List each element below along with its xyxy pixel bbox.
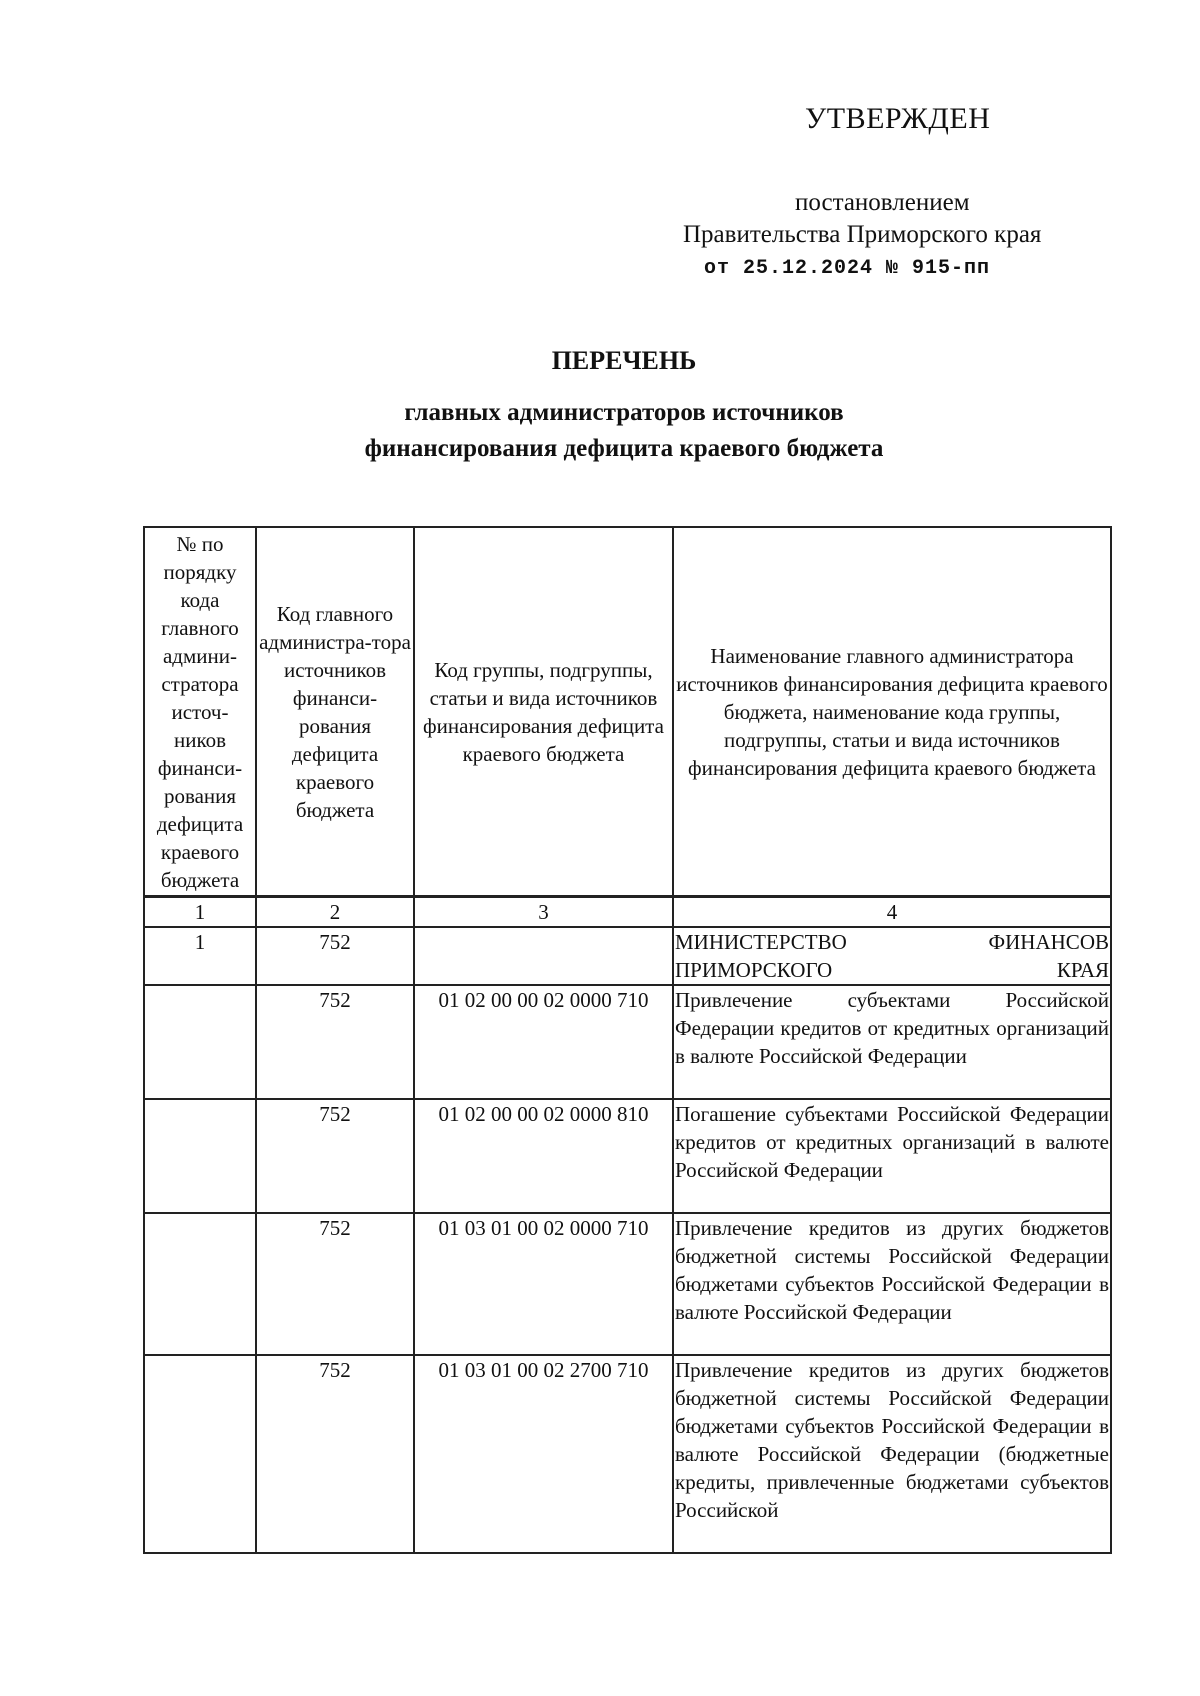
subtitle-line-1: главных администраторов источников (404, 399, 844, 426)
decree-line-1: постановлением (795, 189, 970, 216)
column-number: 3 (414, 897, 673, 928)
column-number-row (144, 897, 1111, 928)
source-code: 01 03 01 00 02 2700 710 (414, 1355, 673, 1553)
source-name: Привлечение кредитов из других бюджетов бюджетной системы Российской Федерации бюджетами субъектов Российской Федерации в валюте Российской Федерации (673, 1213, 1111, 1355)
source-name: Привлечение субъектами Российской Федерации кредитов от кредитных организаций в валюте Российской Федерации (673, 985, 1111, 1099)
row-number (144, 1099, 256, 1213)
table-row (144, 927, 1111, 985)
admin-code: 752 (256, 1099, 414, 1213)
source-code: 01 02 00 00 02 0000 810 (414, 1099, 673, 1213)
header-col-2: Код главного администра-тора источников финанси-рования дефицита краевого бюджета (256, 527, 414, 897)
row-number (144, 1355, 256, 1553)
table-row (144, 1355, 1111, 1553)
admin-code: 752 (256, 927, 414, 985)
source-code: 01 03 01 00 02 0000 710 (414, 1213, 673, 1355)
header-col-4: Наименование главного администратора источников финансирования дефицита краевого бюджета, наименование кода группы, подгруппы, статьи и вида источников финансирования дефицита краевого бюджета (673, 527, 1111, 897)
row-number: 1 (144, 927, 256, 985)
admin-code: 752 (256, 1213, 414, 1355)
source-code: 01 02 00 00 02 0000 710 (414, 985, 673, 1099)
approval-stamp-text: УТВЕРЖДЕН (805, 102, 991, 135)
row-number (144, 1213, 256, 1355)
column-number: 4 (673, 897, 1111, 928)
decree-line-2: Правительства Приморского края (683, 221, 1042, 248)
header-col-3: Код группы, подгруппы, статьи и вида источников финансирования дефицита краевого бюджета (414, 527, 673, 897)
table-row (144, 1099, 1111, 1213)
sources-table (143, 526, 1112, 1554)
table-row (144, 1213, 1111, 1355)
decree-date-number: от 25.12.2024 № 915-пп (704, 257, 991, 280)
admin-code: 752 (256, 1355, 414, 1553)
source-name: МИНИСТЕРСТВО ФИНАНСОВ ПРИМОРСКОГО КРАЯ (673, 927, 1111, 985)
admin-code: 752 (256, 985, 414, 1099)
document-subtitle (0, 395, 1200, 467)
source-name: Погашение субъектами Российской Федерации кредитов от кредитных организаций в валюте Российской Федерации (673, 1099, 1111, 1213)
source-name: Привлечение кредитов из других бюджетов бюджетной системы Российской Федерации бюджетами субъектов Российской Федерации в валюте Российской Федерации (бюджетные кредиты, привлеченные бюджетами субъектов Российской (673, 1355, 1111, 1553)
subtitle-line-2: финансирования дефицита краевого бюджета (364, 435, 884, 462)
table-header-row (144, 527, 1111, 897)
document-title: ПЕРЕЧЕНЬ (551, 346, 697, 375)
header-col-1: № по порядку кода главного админи-стратора источ-ников финанси-рования дефицита краевого бюджета (144, 527, 256, 897)
row-number (144, 985, 256, 1099)
source-code (414, 927, 673, 985)
column-number: 2 (256, 897, 414, 928)
column-number: 1 (144, 897, 256, 928)
table-row (144, 985, 1111, 1099)
